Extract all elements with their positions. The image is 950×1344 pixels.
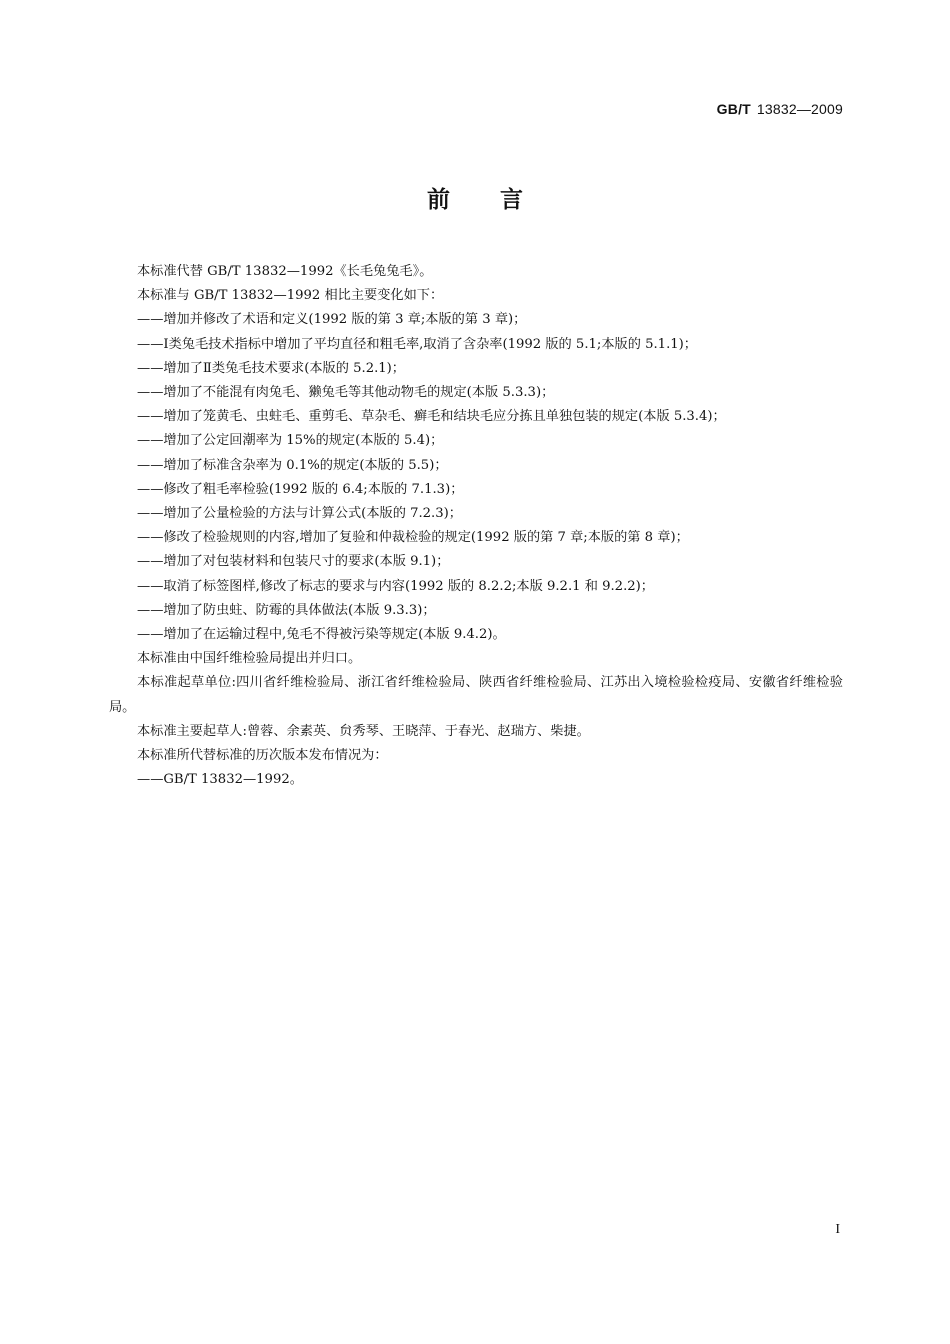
paragraph: 本标准主要起草人:曾蓉、余素英、贠秀琴、王晓萍、于春光、赵瑞方、柴捷。	[137, 723, 590, 739]
paragraph: 本标准与 GB/T 13832—1992 相比主要变化如下：	[137, 288, 444, 304]
standard-code: 13832—2009	[756, 101, 843, 117]
change-list-item: ——增加了Ⅱ类兔毛技术要求(本版的 5.2.1)；	[137, 360, 405, 376]
change-list-item: ——增加了对包装材料和包装尺寸的要求(本版 9.1)；	[137, 554, 450, 570]
paragraph: 本标准代替 GB/T 13832—1992《长毛兔兔毛》。	[137, 264, 433, 279]
change-list-item: ——修改了检验规则的内容,增加了复验和仲裁检验的规定(1992 版的第 7 章;本版的第 8 章)；	[137, 530, 689, 546]
change-list-item: ——增加并修改了术语和定义(1992 版的第 3 章;本版的第 3 章)；	[137, 312, 527, 328]
change-list-item: ——增加了公定回潮率为 15%的规定(本版的 5.4)；	[137, 433, 444, 449]
change-list-item: ——增加了不能混有肉兔毛、獭兔毛等其他动物毛的规定(本版 5.3.3)；	[137, 385, 555, 401]
change-list-item: ——增加了标准含杂率为 0.1%的规定(本版的 5.5)；	[137, 457, 448, 473]
foreword-body	[109, 260, 843, 792]
standard-number	[717, 101, 843, 117]
change-list-item: ——增加了公量检验的方法与计算公式(本版的 7.2.3)；	[137, 506, 462, 522]
change-list-item: ——GB/T 13832—1992。	[137, 772, 303, 788]
change-list-item: ——增加了笼黄毛、虫蛀毛、重剪毛、草杂毛、癣毛和结块毛应分拣且单独包装的规定(本版 5.3.4)；	[137, 409, 726, 425]
paragraph: 本标准由中国纤维检验局提出并归口。	[137, 651, 362, 667]
change-list-item: ——Ⅰ类兔毛技术指标中增加了平均直径和粗毛率,取消了含杂率(1992 版的 5.1;本版的 5.1.1)；	[137, 336, 697, 352]
page-title: 前言	[427, 187, 573, 213]
change-list-item: ——取消了标签图样,修改了标志的要求与内容(1992 版的 8.2.2;本版 9.2.1 和 9.2.2)；	[137, 578, 654, 594]
change-list-item: ——增加了在运输过程中,兔毛不得被污染等规定(本版 9.4.2)。	[137, 627, 506, 643]
paragraph: 本标准起草单位:四川省纤维检验局、浙江省纤维检验局、陕西省纤维检验局、江苏出入境检验检疫局、安徽省纤维检验局。	[109, 675, 843, 715]
paragraph: 本标准所代替标准的历次版本发布情况为：	[137, 748, 388, 764]
standard-prefix: GB/T	[716, 101, 751, 117]
change-list-item: ——修改了粗毛率检验(1992 版的 6.4;本版的 7.1.3)；	[137, 481, 464, 497]
page-number: I	[835, 1222, 840, 1237]
change-list-item: ——增加了防虫蛀、防霉的具体做法(本版 9.3.3)；	[137, 602, 436, 618]
